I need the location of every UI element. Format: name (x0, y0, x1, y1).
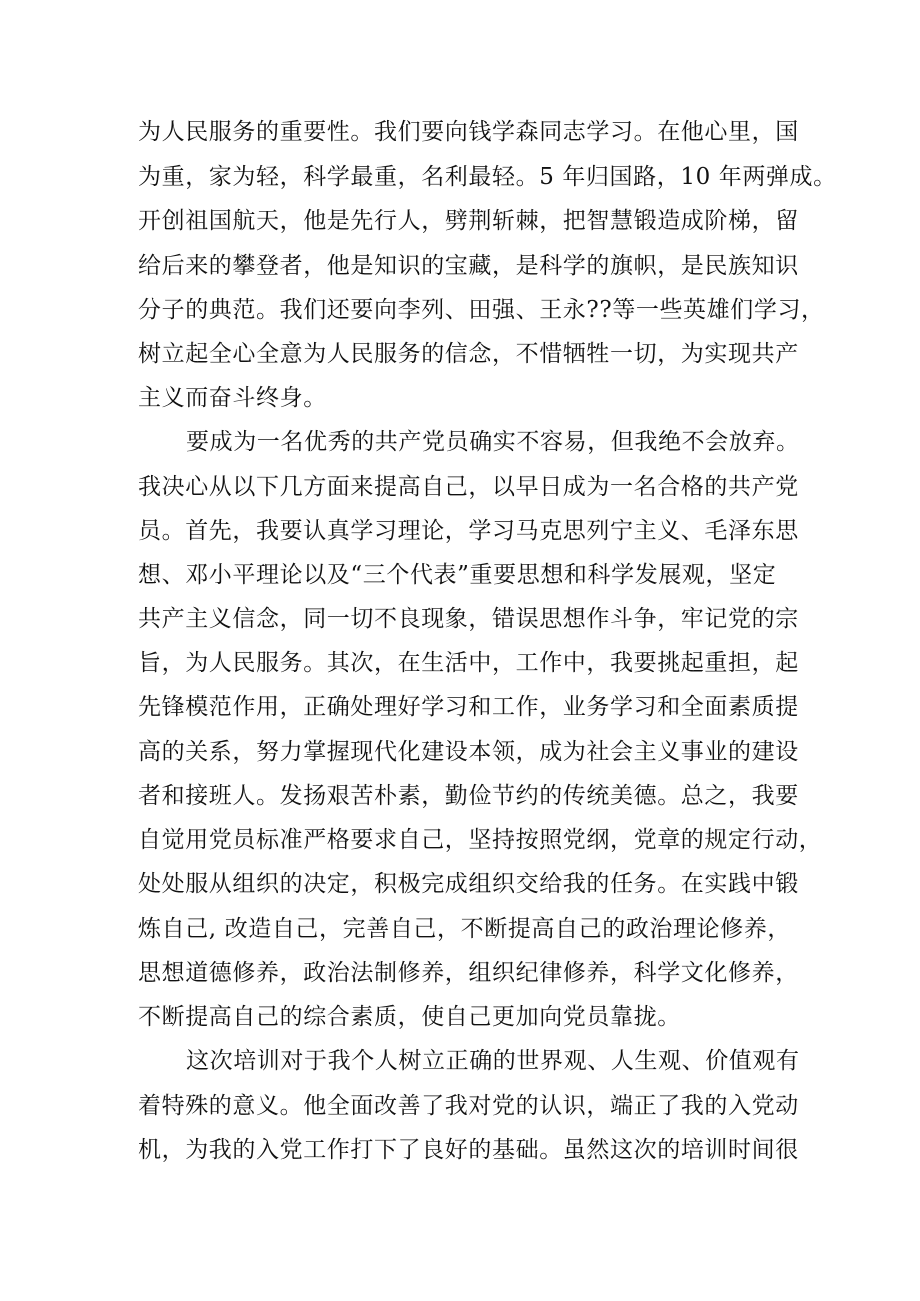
text-line-2: 为重，家为轻，科学最重，名利最轻。5 年归国路，10 年两弹成。 (138, 164, 837, 190)
text-line-11: 想、邓小平理论以及“三个代表”重要思想和科学发展观，坚定 (138, 562, 777, 588)
text-line-21: 不断提高自己的综合素质，使自己更加向党员靠拢。 (138, 1004, 681, 1030)
text-line-15: 高的关系，努力掌握现代化建设本领，成为社会主义事业的建设 (138, 739, 799, 765)
text-line-23: 着特殊的意义。他全面改善了我对党的认识，端正了我的入党动 (138, 1093, 799, 1119)
text-line-18: 处处服从组织的决定，积极完成组织交给我的任务。在实践中锻 (138, 871, 799, 897)
text-line-6: 树立起全心全意为人民服务的信念，不惜牺牲一切，为实现共产 (138, 341, 799, 367)
paragraph-start-line: 要成为一名优秀的共产党员确实不容易，但我绝不会放弃。 (186, 429, 800, 455)
text-line-7: 主义而奋斗终身。 (138, 385, 327, 411)
text-line-16: 者和接班人。发扬艰苦朴素，勤俭节约的传统美德。总之，我要 (138, 783, 799, 809)
paragraph-start-line: 这次培训对于我个人树立正确的世界观、人生观、价值观有 (186, 1048, 800, 1074)
text-line-4: 给后来的攀登者，他是知识的宝藏，是科学的旗帜，是民族知识 (138, 253, 799, 279)
text-line-17: 自觉用党员标准严格要求自己，坚持按照党纲，党章的规定行动， (138, 827, 823, 853)
text-line-12: 共产主义信念，同一切不良现象，错误思想作斗争，牢记党的宗 (138, 606, 799, 632)
text-line-13: 旨，为人民服务。其次，在生活中，工作中，我要挑起重担，起 (138, 650, 799, 676)
text-line-10: 员。首先，我要认真学习理论，学习马克思列宁主义、毛泽东思 (138, 518, 799, 544)
text-line-24: 机，为我的入党工作打下了良好的基础。虽然这次的培训时间很 (138, 1137, 799, 1163)
text-line-19: 炼自己, 改造自己，完善自己，不断提高自己的政治理论修养， (138, 916, 792, 942)
text-line-5: 分子的典范。我们还要向李列、田强、王永??等一些英雄们学习， (138, 297, 825, 323)
text-line-3: 开创祖国航天，他是先行人，劈荆斩棘，把智慧锻造成阶梯，留 (138, 208, 799, 234)
text-line-9: 我决心从以下几方面来提高自己，以早日成为一名合格的共产党 (138, 474, 799, 500)
text-line-14: 先锋模范作用，正确处理好学习和工作，业务学习和全面素质提 (138, 694, 799, 720)
text-line-20: 思想道德修养，政治法制修养，组织纪律修养，科学文化修养， (138, 960, 799, 986)
text-line-1: 为人民服务的重要性。我们要向钱学森同志学习。在他心里，国 (138, 119, 799, 145)
